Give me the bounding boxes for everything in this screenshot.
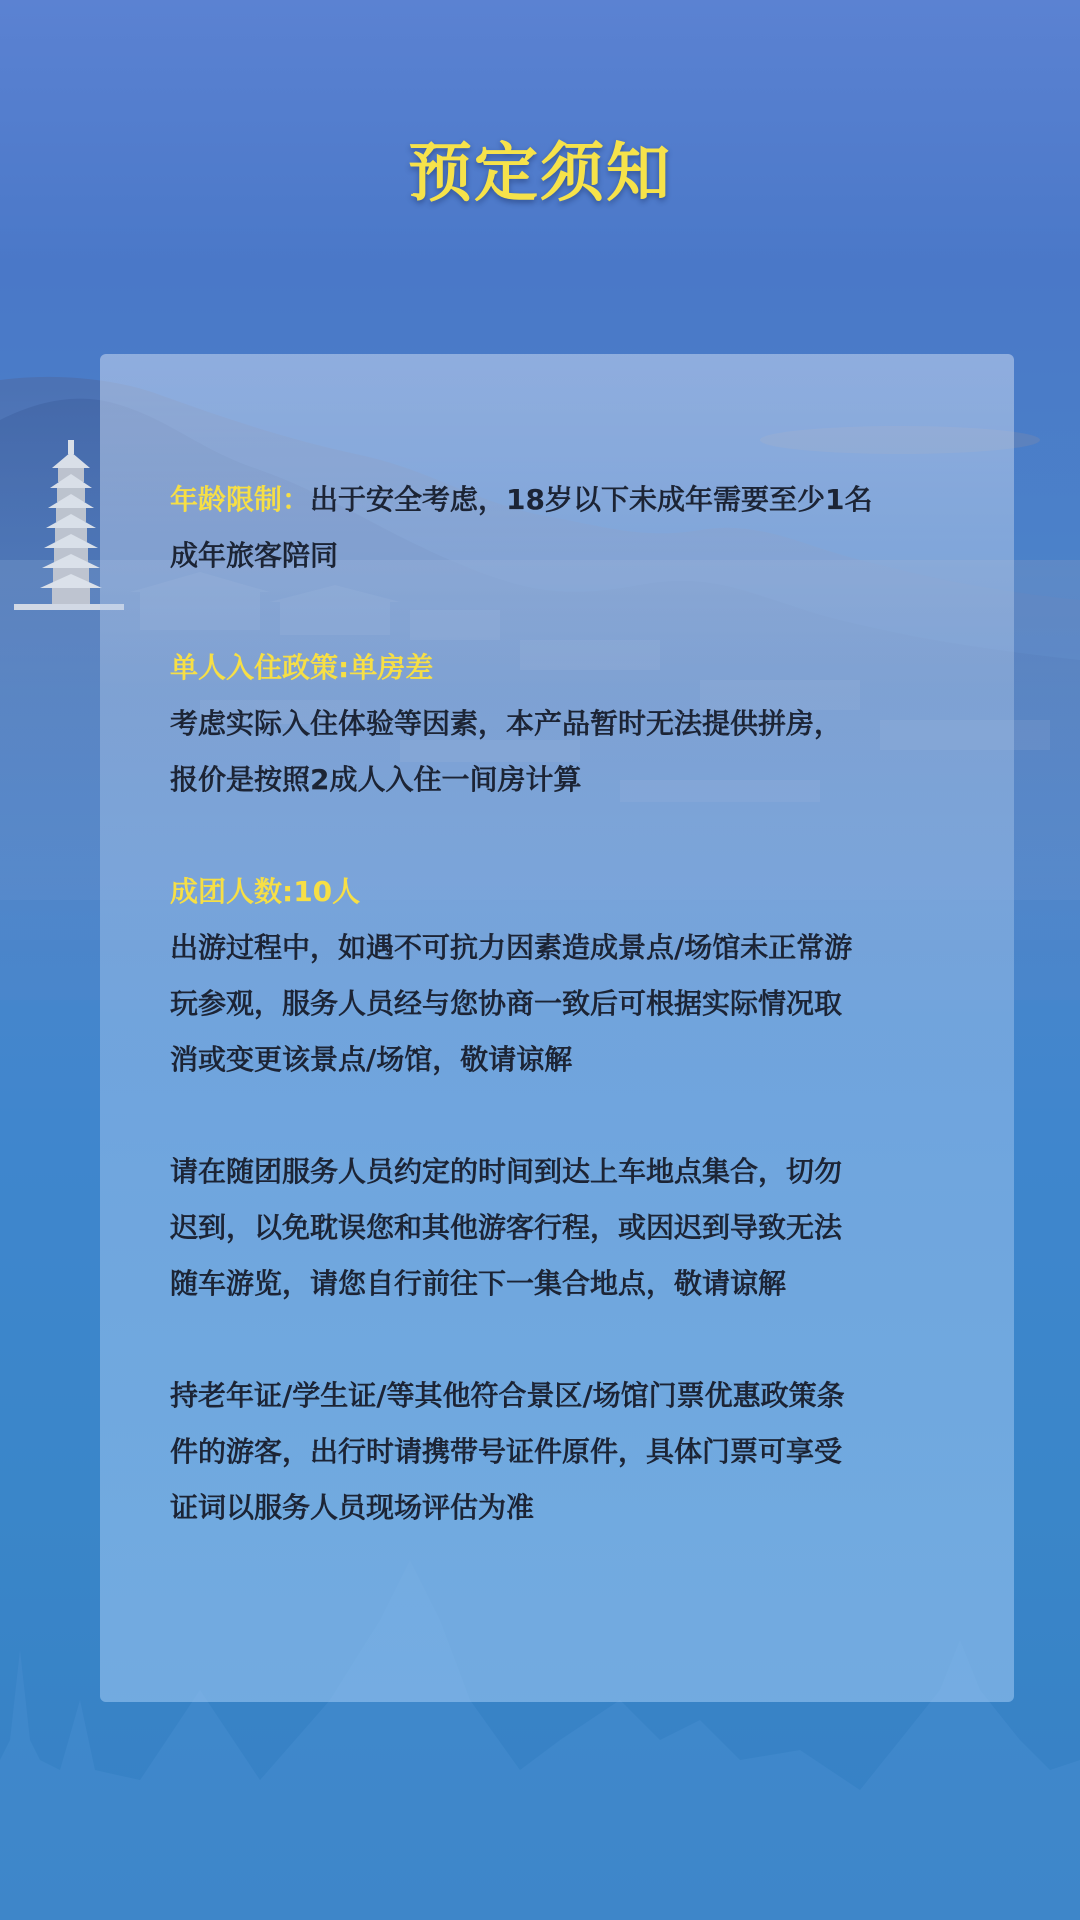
notice-content (170, 472, 990, 1592)
section-group-size (170, 864, 990, 1088)
section-line: 成年旅客陪同 (170, 539, 339, 572)
page-title: 预定须知 (408, 136, 672, 211)
section-line: 玩参观，服务人员经与您协商一致后可根据实际情况取 (170, 987, 843, 1020)
section-line: 随车游览，请您自行前往下一集合地点，敬请谅解 (170, 1267, 787, 1300)
section-discount-cert (170, 1368, 990, 1536)
section-line: 证词以服务人员现场评估为准 (170, 1491, 535, 1524)
section-line (170, 472, 990, 528)
section-single-room (170, 640, 990, 808)
section-age-limit (170, 472, 990, 584)
section-line: 出游过程中，如遇不可抗力因素造成景点/场馆未正常游 (170, 931, 853, 964)
section-line: 迟到，以免耽误您和其他游客行程，或因迟到导致无法 (170, 1211, 843, 1244)
section-line: 件的游客，出行时请携带号证件原件，具体门票可享受 (170, 1435, 843, 1468)
section-line: 请在随团服务人员约定的时间到达上车地点集合，切勿 (170, 1155, 843, 1188)
section-line: 考虑实际入住体验等因素，本产品暂时无法提供拼房， (170, 707, 843, 740)
group-size-heading: 成团人数:10人 (170, 875, 361, 908)
age-limit-text: 出于安全考虑，18岁以下未成年需要至少1名 (310, 483, 873, 516)
age-limit-label: 年龄限制： (170, 483, 311, 516)
section-line: 报价是按照2成人入住一间房计算 (170, 763, 582, 796)
section-line: 持老年证/学生证/等其他符合景区/场馆门票优惠政策条 (170, 1379, 845, 1412)
section-line: 消或变更该景点/场馆，敬请谅解 (170, 1043, 573, 1076)
single-room-heading: 单人入住政策:单房差 (170, 651, 434, 684)
section-meeting-time (170, 1144, 990, 1312)
notice-card (100, 354, 1014, 1702)
